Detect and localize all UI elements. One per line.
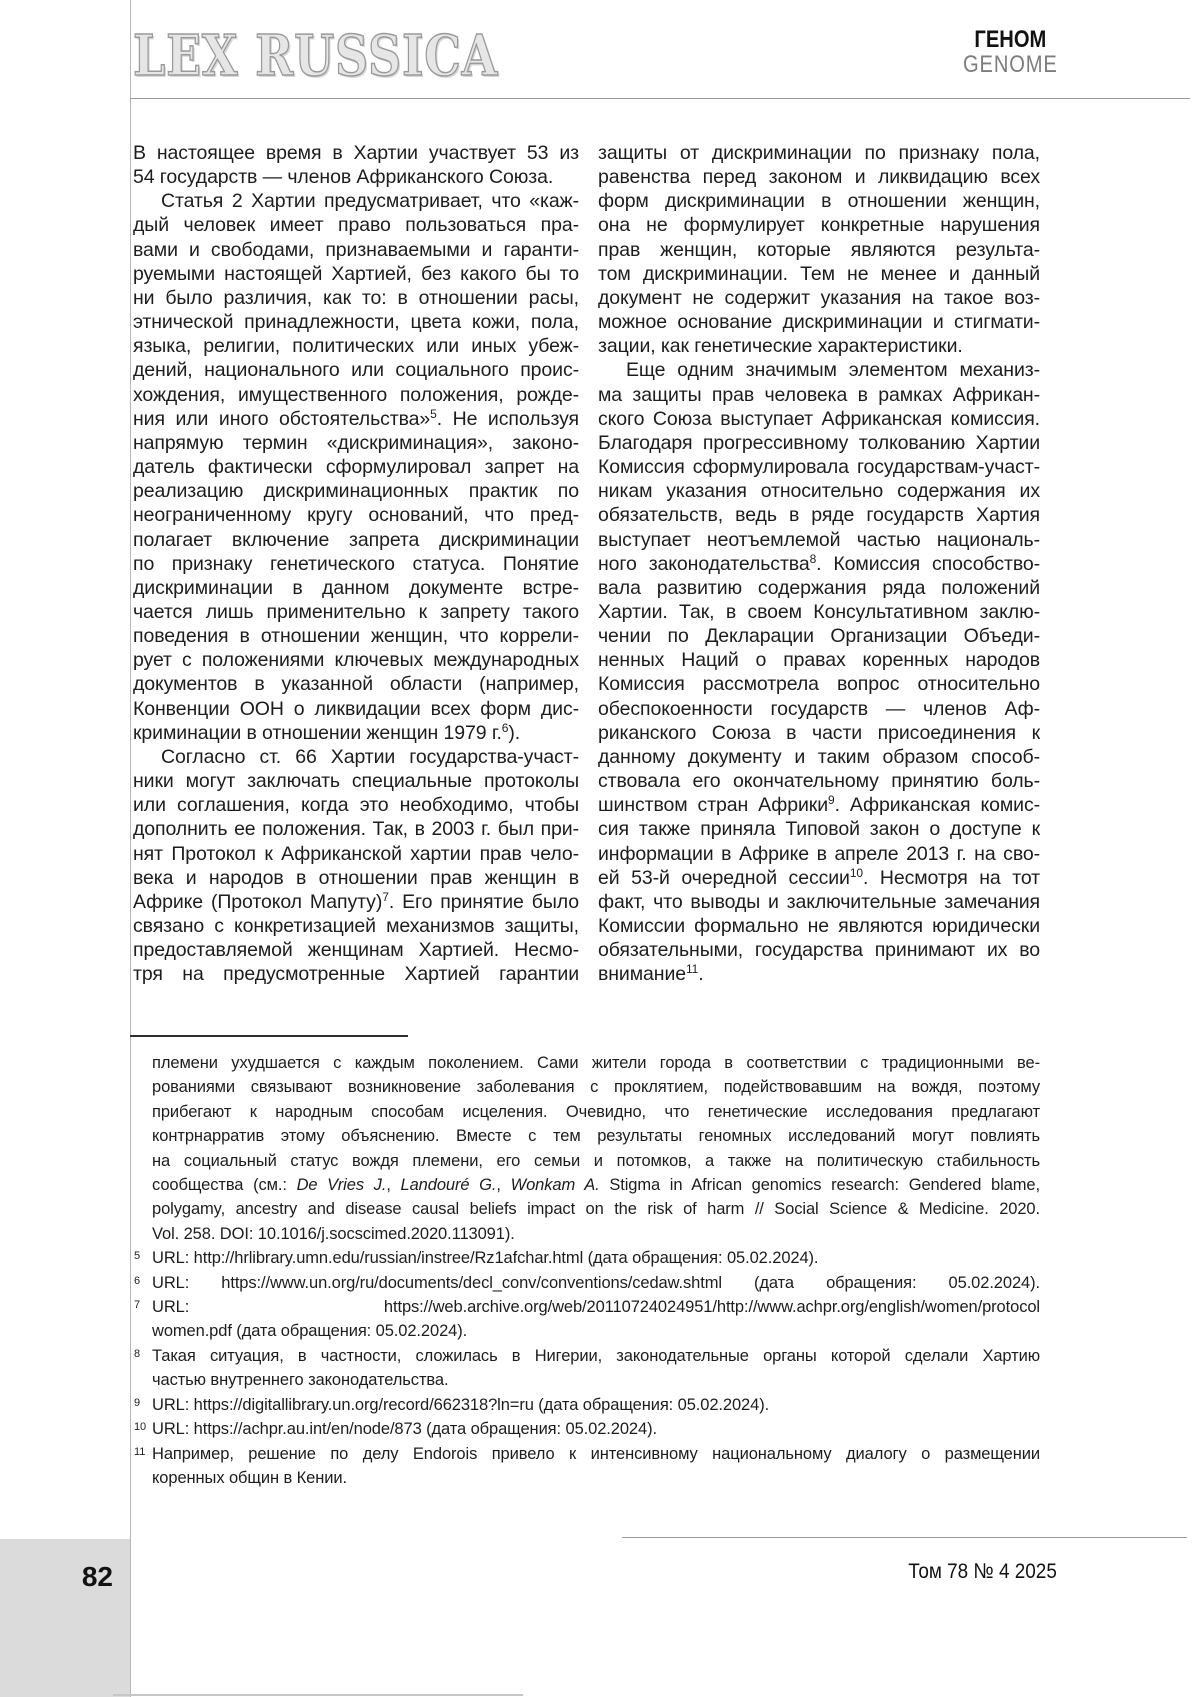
- footer-volume-info: Том 78 № 4 2025: [908, 1559, 1057, 1583]
- text-line: women.pdf (дата обращения: 05.02.2024).: [152, 1322, 468, 1341]
- text-line: Конвенции ООН о ликвидации всех форм дис-: [133, 697, 579, 720]
- footnote-item: [133, 1295, 1040, 1344]
- text-line: контрнарратив этому объяснению. Вместе с тем результаты геномных исследований могут повлиять: [152, 1127, 1040, 1146]
- text-line: Комиссия сформулировала государствам-участ-: [598, 456, 1040, 479]
- text-line: чается лишь применительно к запрету такого: [133, 600, 579, 623]
- text-line: информации в Африке в апреле 2013 г. на сво-: [598, 842, 1040, 865]
- text-line: полагает включение запрета дискриминации: [133, 528, 579, 551]
- text-line: прав женщин, которые являются результа-: [598, 238, 1040, 261]
- text-line: документ не содержит указания на такое воз-: [598, 286, 1040, 309]
- text-line: неограниченному кругу оснований, что пред-: [133, 504, 579, 527]
- footnote-separator: [130, 1035, 408, 1037]
- text-line: ненных Наций о правах коренных народов: [598, 649, 1040, 672]
- text-line: форм дискриминации в отношении женщин,: [598, 190, 1040, 213]
- text-line: языка, религии, политических или иных убеж-: [133, 335, 579, 358]
- paragraph: [598, 141, 1040, 358]
- paragraph: [133, 745, 579, 987]
- text-line: ники могут заключать специальные протоколы: [133, 770, 579, 793]
- rubric-title-ru: ГЕНОМ: [974, 26, 1047, 53]
- footnote-text: [152, 1051, 1040, 1246]
- footnote-marker: 11: [134, 1445, 146, 1458]
- text-line: URL: https://web.archive.org/web/20110724024951/http://www.achpr.org/english/women/protocol: [152, 1298, 1040, 1317]
- text-line: века и народов в отношении прав женщин в: [133, 866, 579, 889]
- journal-logo: LEX RUSSICA: [133, 23, 499, 89]
- text-line: коренных общин в Кении.: [152, 1468, 347, 1487]
- footnote-ref: 5: [430, 406, 437, 421]
- text-line: реализацию дискриминационных практик по: [133, 480, 579, 503]
- footnote-text: [152, 1417, 1040, 1441]
- italic-text: Wonkam A.: [510, 1176, 600, 1195]
- text-line: ского Союза выступает Африканская комиссия.: [598, 407, 1040, 430]
- text-line: вала развитию содержания ряда положений: [598, 576, 1040, 599]
- footnote-item: [133, 1442, 1040, 1491]
- page-number: 82: [81, 1561, 113, 1592]
- text-line: 54 государств — членов Африканского Союза.: [133, 166, 554, 189]
- footnote-ref: 10: [849, 865, 863, 880]
- text-line: риканского Союза в части присоединения к: [598, 721, 1040, 744]
- footnote-text: [152, 1246, 1040, 1270]
- text-line: можное основание дискриминации и стигмати-: [598, 311, 1040, 334]
- text-line: она не формулирует конкретные нарушения: [598, 214, 1040, 237]
- footnote-item: [133, 1417, 1040, 1441]
- text-line: чении по Декларации Организации Объеди-: [598, 625, 1040, 648]
- footnote-marker: 8: [134, 1347, 141, 1360]
- page-number-box: [0, 1539, 130, 1697]
- margin-rule: [130, 0, 131, 1697]
- paragraph: [598, 358, 1040, 986]
- text-line: хождения, имущественного положения, рожде-: [133, 383, 579, 406]
- text-line: дискриминации в данном документе встре-: [133, 576, 579, 599]
- footnote-ref: 6: [501, 720, 509, 735]
- text-line: зации, как генетические характеристики.: [598, 335, 963, 358]
- text-line: связано с конкретизацией механизмов защиты,: [133, 915, 579, 937]
- text-line: никам указания относительно содержания их: [598, 480, 1040, 503]
- text-line: ма защиты прав человека в рамках Африкан-: [598, 383, 1040, 406]
- text-line: прибегают к народным способам исцеления. Очевидно, что генетические исследования предлагают: [152, 1102, 1040, 1121]
- text-line: вами и свободами, признаваемыми и гаранти-: [133, 238, 579, 261]
- paragraph: [133, 189, 579, 745]
- text-line: данному документу и таким образом способ-: [598, 745, 1040, 768]
- right-column: [598, 141, 1040, 986]
- page-edge-artifact: [113, 1694, 523, 1696]
- text-line: Такая ситуация, в частности, сложилась в Нигерии, законодательные органы которой сделали Хартию: [152, 1346, 1040, 1365]
- text-line: В настоящее время в Хартии участвует 53 из: [133, 142, 579, 164]
- text-line: руемыми настоящей Хартией, без какого бы то: [133, 262, 579, 285]
- footnote-item: [133, 1344, 1040, 1393]
- footnote-item: [133, 1246, 1040, 1270]
- header-rubric: [963, 27, 1058, 77]
- footnote-marker: 9: [134, 1396, 141, 1409]
- text-line: или соглашения, когда это необходимо, чтобы: [133, 794, 579, 817]
- header-divider: [130, 98, 1190, 99]
- rubric-title-en: GENOME: [963, 51, 1058, 78]
- text-line: ей 53-й очередной сессии$^{10}$. Несмотря на тот: [598, 865, 1040, 889]
- text-line: на социальный статус вождя племени, его семьи и потомков, а также на политическую стабильность: [152, 1151, 1040, 1170]
- text-line: нят Протокол к Африканской хартии прав чело-: [133, 842, 579, 865]
- text-line: Vol. 258. DOI: 10.1016/j.socscimed.2020.113091).: [152, 1224, 515, 1243]
- text-line: ного законодательства$^8$. Комиссия способство-: [598, 551, 1041, 575]
- text-line: предоставляемой женщинам Хартией. Несмо-: [133, 939, 579, 962]
- text-line: этнической принадлежности, цвета кожи, пола,: [133, 311, 579, 334]
- text-line: документов в указанной области (например,: [133, 673, 579, 696]
- text-line: URL: https://achpr.au.int/en/node/873 (дата обращения: 05.02.2024).: [152, 1420, 657, 1439]
- footnote-marker: 6: [134, 1274, 141, 1287]
- text-line: племени ухудшается с каждым поколением. Сами жители города в соответствии с традиционными ве-: [152, 1054, 1040, 1072]
- text-line: сия также приняла Типовой закон о доступе к: [598, 818, 1040, 841]
- text-line: том дискриминации. Тем не менее и данный: [598, 262, 1040, 285]
- footnote-item: [133, 1393, 1040, 1417]
- footnote-ref: 7: [382, 889, 389, 904]
- text-line: Африке (Протокол Мапуту)$^7$. Его принятие было: [133, 889, 579, 913]
- text-line: Хартии. Так, в своем Консультативном заклю-: [598, 600, 1040, 623]
- text-line: тря на предусмотренные Хартией гарантии: [133, 963, 579, 986]
- text-line: обязательств, ведь в ряде государств Хартия: [598, 504, 1040, 527]
- text-line: сообщества (см.: De Vries J., Landouré G., Wonkam A. Stigma in African genomics research: Gendered blame,: [152, 1176, 1040, 1195]
- footnote-marker: 10: [134, 1421, 147, 1434]
- footnote-text: [152, 1344, 1040, 1393]
- text-line: URL: https://digitallibrary.un.org/record/662318?ln=ru (дата обращения: 05.02.2024).: [152, 1395, 770, 1414]
- footer-divider: [622, 1537, 1187, 1538]
- text-line: Комиссии формально не являются юридически: [598, 915, 1040, 937]
- text-line: рует с положениями ключевых международных: [133, 649, 579, 672]
- footnote-item: [133, 1271, 1040, 1295]
- text-line: выступает неотъемлемой частью националь-: [598, 528, 1040, 551]
- text-line: рованиями связывают возникновение заболевания с проклятием, подействовавшим на вождя, поэтому: [152, 1078, 1040, 1097]
- text-line: URL: http://hrlibrary.umn.edu/russian/instree/Rz1afchar.html (дата обращения: 05.02.2024).: [152, 1249, 819, 1268]
- text-line: по признаку генетического статуса. Понятие: [133, 552, 579, 575]
- text-line: polygamy, ancestry and disease causal beliefs impact on the risk of harm // Social Science & Medicine. 2020.: [152, 1200, 1040, 1219]
- text-line: дополнить ее положения. Так, в 2003 г. был при-: [133, 818, 579, 841]
- text-line: URL: https://www.un.org/ru/documents/decl_conv/conventions/cedaw.shtml (дата обращения: 05.02.2024).: [152, 1273, 1040, 1292]
- text-line: ния или иного обстоятельства»$^5$. Не используя: [133, 406, 579, 430]
- text-line: дый человек имеет право пользоваться пра-: [133, 214, 579, 237]
- footnote-ref: 9: [828, 793, 835, 808]
- footnote-item: [133, 1051, 1040, 1246]
- text-line: Например, решение по делу Endorois привело к интенсивному национальному диалогу о размещении: [152, 1444, 1040, 1463]
- text-line: криминации в отношении женщин 1979 г.$^6$).: [133, 720, 521, 744]
- text-line: равенства перед законом и ликвидацию всех: [598, 166, 1040, 189]
- text-line: факт, что выводы и заключительные замечания: [598, 890, 1040, 913]
- footnote-text: [152, 1271, 1040, 1295]
- text-line: ствовала его окончательному принятию боль-: [598, 770, 1040, 793]
- text-line: обеспокоенности государств — членов Аф-: [598, 697, 1040, 720]
- italic-text: Landouré G.: [400, 1176, 497, 1195]
- footnote-text: [152, 1442, 1040, 1491]
- footnote-text: [152, 1295, 1040, 1344]
- paragraph: [133, 141, 579, 189]
- footnote-ref: 11: [685, 962, 699, 977]
- text-line: защиты от дискриминации по признаку пола,: [598, 142, 1040, 164]
- text-line: Благодаря прогрессивному толкованию Хартии: [598, 431, 1040, 454]
- footnote-ref: 8: [809, 551, 817, 566]
- text-line: частью внутреннего законодательства.: [152, 1371, 449, 1390]
- text-line: дений, национального или социального проис-: [133, 359, 579, 382]
- text-line: ни было различия, как то: в отношении расы,: [133, 286, 579, 309]
- footnotes-list: [133, 1051, 1040, 1490]
- text-line: внимание$^{11}$.: [598, 962, 704, 986]
- left-column: [133, 141, 579, 986]
- text-line: шинством стран Африки$^9$. Африканская комис-: [598, 793, 1040, 817]
- italic-text: De Vries J.: [296, 1176, 387, 1195]
- text-line: датель фактически сформулировал запрет на: [133, 456, 579, 479]
- text-line: Еще одним значимым элементом механиз-: [626, 359, 1040, 382]
- footnote-marker: 5: [134, 1250, 141, 1263]
- text-line: Статья 2 Хартии предусматривает, что «каж-: [161, 190, 579, 213]
- text-line: поведения в отношении женщин, что коррели-: [133, 625, 579, 648]
- text-line: Согласно ст. 66 Хартии государства-участ-: [161, 745, 579, 768]
- footnote-marker: 7: [134, 1299, 141, 1312]
- footnote-text: [152, 1393, 1040, 1417]
- text-line: напрямую термин «дискриминация», законо-: [133, 431, 579, 454]
- text-line: Комиссия рассмотрела вопрос относительно: [598, 673, 1040, 696]
- text-line: обязательными, государства принимают их во: [598, 939, 1040, 962]
